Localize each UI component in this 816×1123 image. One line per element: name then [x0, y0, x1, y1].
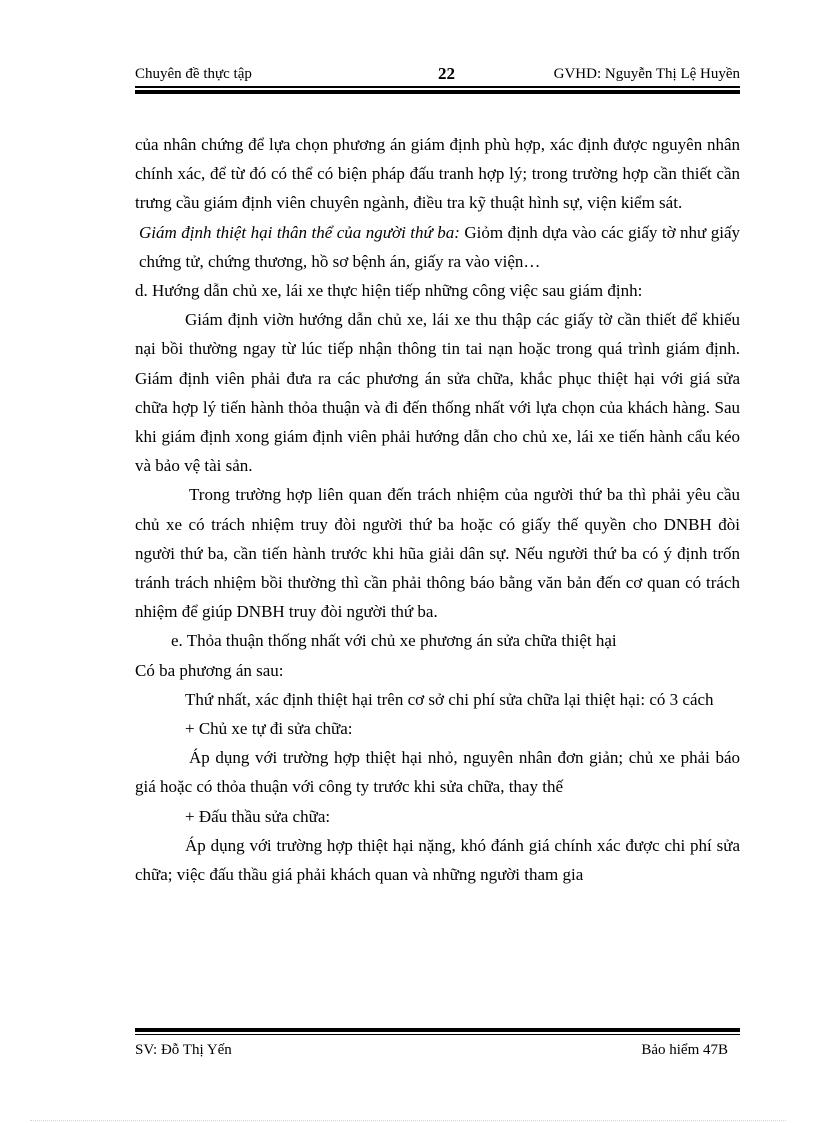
page-header [135, 64, 740, 84]
paragraph: Có ba phương án sau: [135, 660, 284, 680]
paragraph: d. Hướng dẫn chủ xe, lái xe thực hiện tiếp những công việc sau giám định: [135, 281, 643, 301]
footer-student: SV: Đỗ Thị Yến [135, 1042, 232, 1058]
page-border-dots [30, 1120, 786, 1121]
italic-lead: Giám định thiệt hại thân thể của người thứ ba: [139, 222, 460, 242]
header-rule-thin [135, 86, 740, 88]
paragraph-text: Giỏm định dựa vào các giấy tờ như giấy chứng tử, chứng thương, hồ sơ bệnh án, giấy ra vào viện… [139, 222, 740, 271]
paragraph: Giám định viờn hướng dẫn chủ xe, lái xe thu thập các giấy tờ cần thiết để khiếu nại bồi thường ngay từ lúc tiếp nhận thông tin tai nạn hoặc trong quá trình giám định. Giám định viên phải đưa ra các phương án sửa chữa, khắc phục thiệt hại với giá sửa chữa hợp lý tiến hành thỏa thuận và đi đến thống nhất với lựa chọn của khách hàng. Sau khi giám định xong giám định viên phải hướng dẫn cho chủ xe, lái xe tiến hành cẩu kéo và bảo vệ tài sản. [135, 310, 740, 476]
header-title: Chuyên đề thực tập [135, 66, 252, 82]
page-number: 22 [438, 64, 455, 83]
list-item: + Chủ xe tự đi sửa chữa: [185, 719, 353, 739]
list-item: + Đấu thầu sửa chữa: [185, 806, 331, 826]
header-advisor: GVHD: Nguyễn Thị Lệ Huyền [553, 66, 740, 82]
footer-rule-thick [135, 1028, 740, 1032]
paragraph: Áp dụng với trường hợp thiệt hại nặng, khó đánh giá chính xác được chi phí sửa chữa; việc đấu thầu giá phải khách quan và những người tham gia [135, 835, 740, 885]
footer-class: Bảo hiểm 47B [641, 1042, 728, 1058]
section-heading: e. Thỏa thuận thống nhất với chủ xe phương án sửa chữa thiệt hại [171, 631, 617, 651]
paragraph: Áp dụng với trường hợp thiệt hại nhỏ, nguyên nhân đơn giản; chủ xe phải báo giá hoặc có thỏa thuận với công ty trước khi sửa chữa, thay thế [135, 748, 740, 797]
paragraph: Trong trường hợp liên quan đến trách nhiệm của người thứ ba thì phải yêu cầu chủ xe có trách nhiệm truy đòi người thứ ba hoặc có giấy thế quyền cho DNBH đòi người thứ ba, cần tiến hành trước khi hũa giải dân sự. Nếu người thứ ba có ý định trốn tránh trách nhiệm bồi thường thì cần phải thông báo bằng văn bản đến cơ quan có trách nhiệm để giúp DNBH truy đòi người thứ ba. [135, 485, 740, 622]
paragraph: Thứ nhất, xác định thiệt hại trên cơ sở chi phí sửa chữa lại thiệt hại: có 3 cách [185, 689, 714, 709]
header-rule-thick [135, 90, 740, 94]
footer-rule-thin [135, 1034, 740, 1035]
document-body [135, 130, 740, 889]
paragraph: của nhân chứng để lựa chọn phương án giám định phù hợp, xác định được nguyên nhân chính xác, để từ đó có thể có biện pháp đấu tranh hợp lý; trong trường hợp cần thiết cần trưng cầu giám định viên chuyên ngành, điều tra kỹ thuật hình sự, viện kiểm sát. [135, 135, 740, 213]
paragraph [135, 218, 740, 276]
